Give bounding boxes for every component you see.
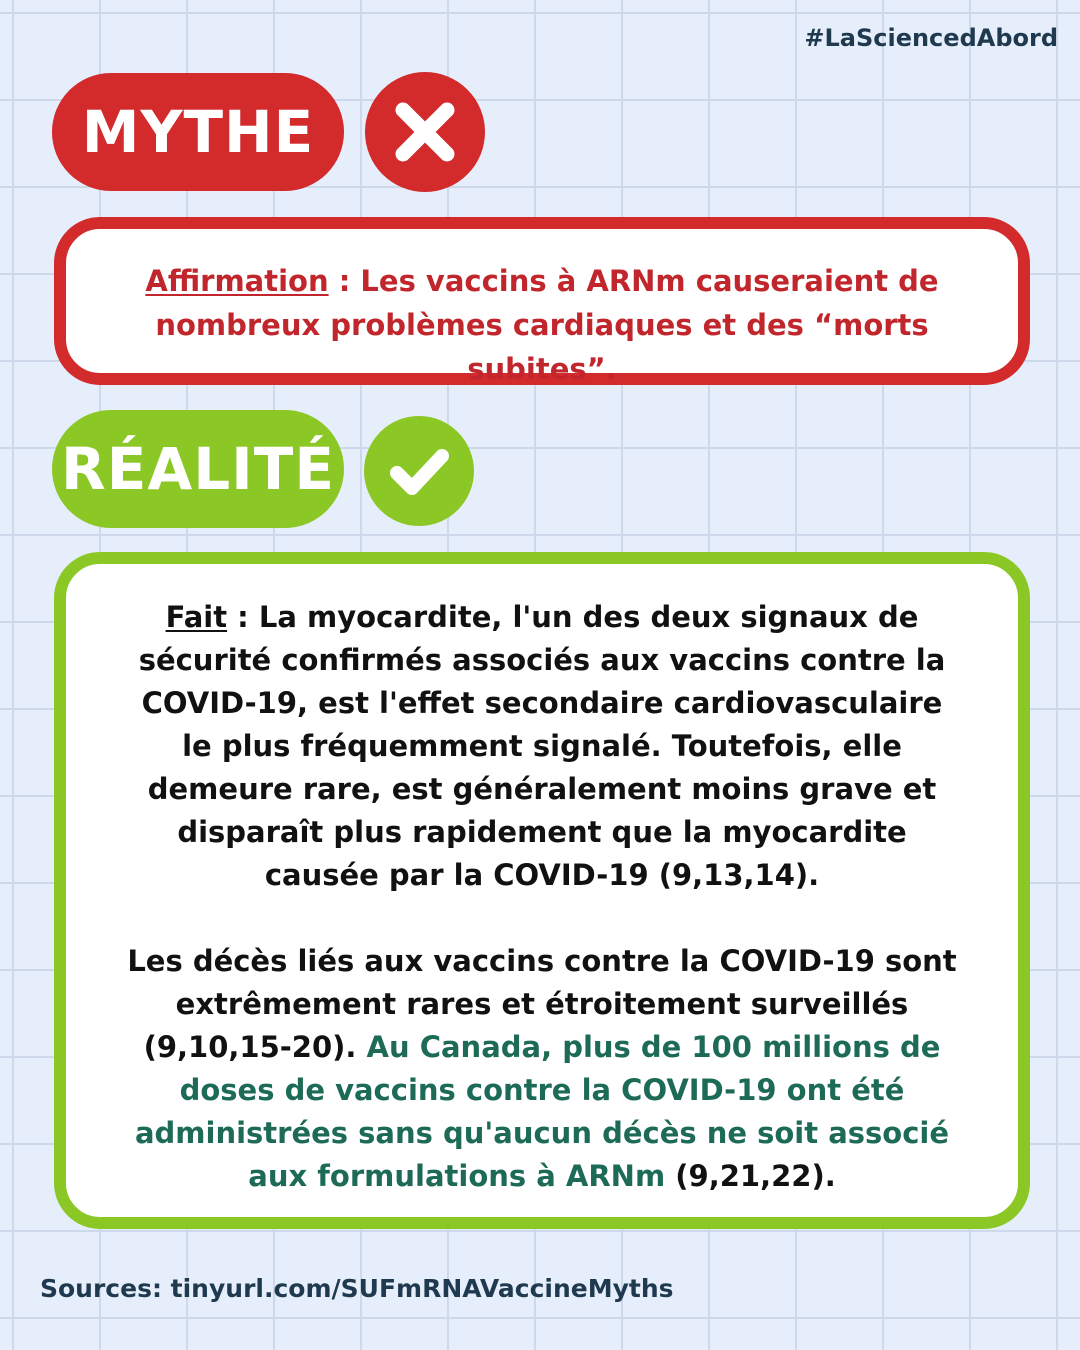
fact-text: La myocardite, l'un des deux signaux de sécurité confirmés associés aux vaccins contre la COVID-19, est l'effet secondaire cardiovasculaire le plus fréquemment signalé. Toutefois, elle demeure rare, est généralement moins grave et disparaît plus rapidement que la myocardite causée par la COVID-19 (9,13,14).: [138, 600, 946, 892]
fact-label: Fait: [165, 600, 228, 634]
claim-box: [54, 217, 1030, 385]
fact-paragraph-2: [126, 940, 958, 1198]
fact-box: [54, 552, 1030, 1229]
reality-label: RÉALITÉ: [52, 410, 344, 528]
fact-paragraph-1: [126, 596, 958, 897]
claim-text: Les vaccins à ARNm causeraient de nombreux problèmes cardiaques et des “morts subites”.: [155, 264, 939, 386]
check-icon: [364, 416, 474, 526]
claim-label: Affirmation: [145, 264, 329, 298]
check-icon-svg: [364, 416, 474, 526]
fact-paragraph-2-end: (9,21,22).: [665, 1159, 836, 1193]
fact-separator: :: [227, 600, 259, 634]
claim-separator: :: [328, 264, 361, 298]
cross-icon-svg: [365, 72, 485, 192]
myth-label: MYTHE: [52, 73, 344, 191]
fact-paragraph-2-start: Les décès liés aux vaccins contre la COVID-19 sont extrêmement rares et étroitement surveillés (9,10,15-20).: [127, 944, 957, 1064]
cross-icon: [365, 72, 485, 192]
fact-highlight: Au Canada, plus de 100 millions de doses de vaccins contre la COVID-19 ont été administrées sans qu'aucun décès ne soit associé aux formulations à ARNm: [134, 1030, 950, 1193]
sources-line: Sources: tinyurl.com/SUFmRNAVaccineMyths: [40, 1274, 674, 1303]
hashtag: #LaSciencedAbord: [804, 24, 1058, 52]
paragraph-gap: [126, 897, 958, 940]
